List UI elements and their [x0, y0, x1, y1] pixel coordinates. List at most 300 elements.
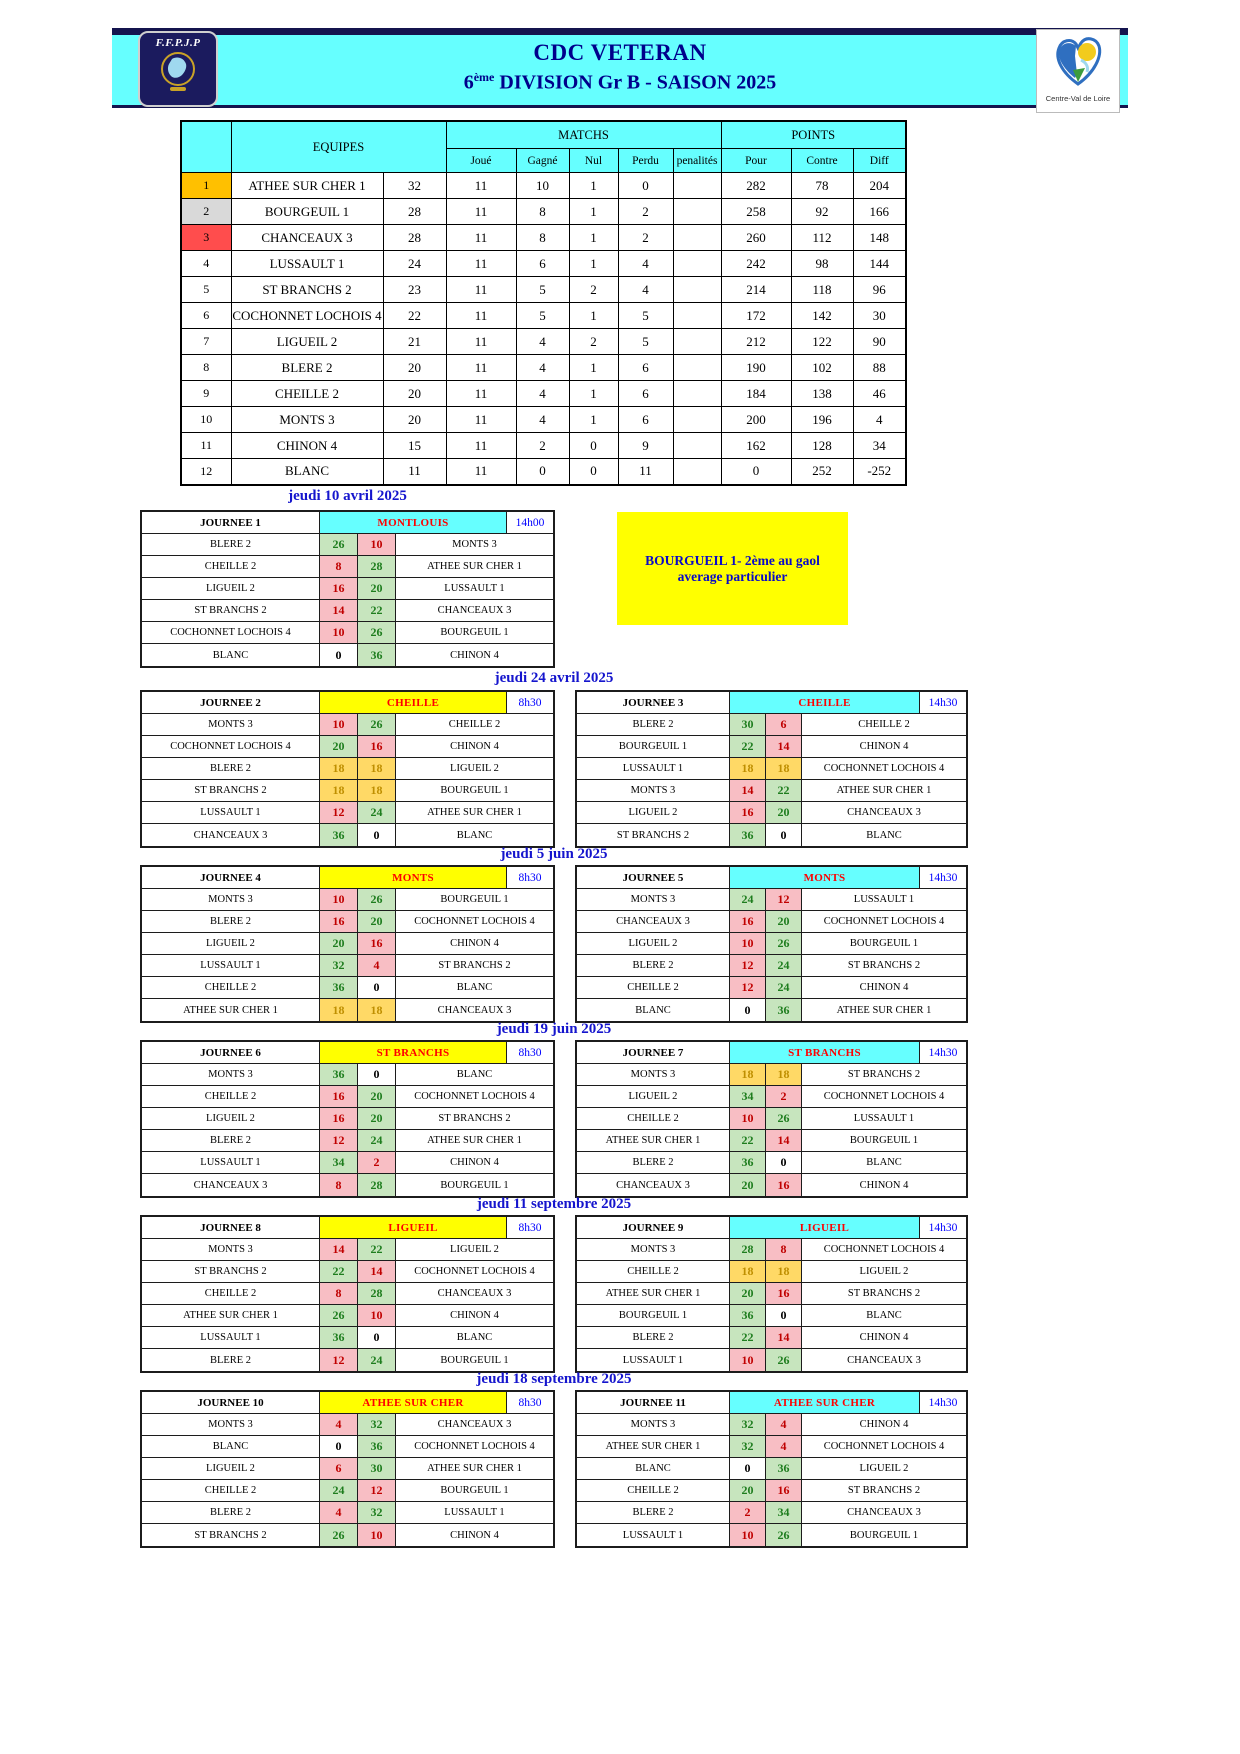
- rank-cell: 3: [181, 225, 231, 251]
- away-team-cell: BLANC: [396, 824, 553, 846]
- journee-table: [575, 690, 968, 848]
- match-row: [142, 622, 553, 644]
- time-cell: 14h30: [920, 1392, 966, 1414]
- nul-header: Nul: [569, 149, 618, 173]
- penalites-cell: [673, 199, 721, 225]
- home-team-cell: ST BRANCHS 2: [577, 824, 730, 846]
- diff-cell: -252: [853, 459, 906, 485]
- journee-header-row: [577, 1217, 966, 1239]
- home-team-cell: MONTS 3: [577, 1239, 730, 1261]
- points-cell: 28: [383, 199, 446, 225]
- note-text: BOURGUEIL 1- 2ème au gaol average particulier: [645, 552, 820, 584]
- equipes-header: EQUIPES: [231, 121, 446, 173]
- perdu-cell: 6: [618, 381, 673, 407]
- match-row: [142, 780, 553, 802]
- match-row: [142, 955, 553, 977]
- perdu-header: Perdu: [618, 149, 673, 173]
- match-row: [142, 644, 553, 666]
- nul-cell: 2: [569, 329, 618, 355]
- home-team-cell: MONTS 3: [142, 1239, 320, 1261]
- home-score-cell: 4: [320, 1502, 358, 1524]
- match-row: [142, 556, 553, 578]
- nul-cell: 1: [569, 251, 618, 277]
- away-score-cell: 20: [766, 911, 802, 933]
- match-row: [142, 1349, 553, 1371]
- away-score-cell: 26: [358, 622, 396, 644]
- rank-cell: 6: [181, 303, 231, 329]
- home-score-cell: 36: [320, 1327, 358, 1349]
- standings-row: [181, 199, 906, 225]
- away-team-cell: LUSSAULT 1: [802, 1108, 966, 1130]
- match-row: [577, 933, 966, 955]
- away-team-cell: COCHONNET LOCHOIS 4: [396, 1086, 553, 1108]
- away-score-cell: 14: [766, 736, 802, 758]
- home-score-cell: 16: [320, 911, 358, 933]
- nul-cell: 0: [569, 433, 618, 459]
- home-score-cell: 26: [320, 1524, 358, 1546]
- match-row: [577, 1064, 966, 1086]
- match-row: [577, 1283, 966, 1305]
- away-score-cell: 36: [358, 1436, 396, 1458]
- match-row: [577, 1327, 966, 1349]
- away-team-cell: CHANCEAUX 3: [802, 1502, 966, 1524]
- home-team-cell: CHANCEAUX 3: [142, 824, 320, 846]
- match-row: [142, 802, 553, 824]
- team-name-cell: ST BRANCHS 2: [231, 277, 383, 303]
- team-name-cell: ATHEE SUR CHER 1: [231, 173, 383, 199]
- away-team-cell: CHINON 4: [396, 1305, 553, 1327]
- journee-label: JOURNEE 4: [142, 867, 320, 889]
- subtitle-number: 6: [463, 71, 474, 94]
- home-team-cell: CHEILLE 2: [577, 1108, 730, 1130]
- perdu-cell: 0: [618, 173, 673, 199]
- penalites-cell: [673, 225, 721, 251]
- joue-cell: 11: [446, 173, 516, 199]
- away-team-cell: BOURGEUIL 1: [396, 622, 553, 644]
- home-team-cell: BLERE 2: [142, 1502, 320, 1524]
- away-team-cell: CHANCEAUX 3: [396, 999, 553, 1021]
- away-score-cell: 36: [766, 999, 802, 1021]
- away-team-cell: COCHONNET LOCHOIS 4: [802, 1086, 966, 1108]
- joue-cell: 11: [446, 459, 516, 485]
- home-team-cell: CHEILLE 2: [577, 1480, 730, 1502]
- away-team-cell: ATHEE SUR CHER 1: [802, 780, 966, 802]
- match-row: [142, 534, 553, 556]
- nul-cell: 1: [569, 303, 618, 329]
- journee-header-row: [142, 1217, 553, 1239]
- away-score-cell: 2: [358, 1152, 396, 1174]
- joue-cell: 11: [446, 329, 516, 355]
- pour-cell: 282: [721, 173, 791, 199]
- match-row: [577, 1480, 966, 1502]
- journee-table: [575, 865, 968, 1023]
- away-team-cell: ATHEE SUR CHER 1: [396, 1130, 553, 1152]
- away-team-cell: BOURGEUIL 1: [802, 1524, 966, 1546]
- home-score-cell: 20: [730, 1174, 766, 1196]
- home-score-cell: 20: [320, 736, 358, 758]
- away-team-cell: CHINON 4: [802, 1327, 966, 1349]
- standings-row: [181, 277, 906, 303]
- away-team-cell: BOURGEUIL 1: [396, 889, 553, 911]
- diff-cell: 148: [853, 225, 906, 251]
- away-team-cell: BLANC: [802, 824, 966, 846]
- home-team-cell: MONTS 3: [577, 780, 730, 802]
- points-cell: 24: [383, 251, 446, 277]
- match-row: [142, 1524, 553, 1546]
- points-cell: 23: [383, 277, 446, 303]
- match-row: [577, 824, 966, 846]
- away-team-cell: ATHEE SUR CHER 1: [396, 556, 553, 578]
- away-score-cell: 24: [358, 802, 396, 824]
- date-heading: jeudi 24 avril 2025: [494, 670, 614, 686]
- journee-label: JOURNEE 5: [577, 867, 730, 889]
- away-score-cell: 36: [358, 644, 396, 666]
- home-score-cell: 20: [730, 1283, 766, 1305]
- home-team-cell: BLERE 2: [142, 911, 320, 933]
- home-team-cell: LIGUEIL 2: [577, 933, 730, 955]
- away-score-cell: 14: [766, 1130, 802, 1152]
- home-team-cell: BLANC: [142, 644, 320, 666]
- gagne-cell: 8: [516, 225, 569, 251]
- home-score-cell: 10: [320, 622, 358, 644]
- joue-header: Joué: [446, 149, 516, 173]
- diff-cell: 46: [853, 381, 906, 407]
- away-score-cell: 32: [358, 1414, 396, 1436]
- gagne-cell: 8: [516, 199, 569, 225]
- away-team-cell: ATHEE SUR CHER 1: [396, 802, 553, 824]
- home-score-cell: 18: [320, 780, 358, 802]
- away-score-cell: 0: [358, 1327, 396, 1349]
- away-score-cell: 0: [358, 824, 396, 846]
- perdu-cell: 5: [618, 329, 673, 355]
- journee-header-row: [142, 1042, 553, 1064]
- perdu-cell: 2: [618, 225, 673, 251]
- date-heading: jeudi 11 septembre 2025: [476, 1196, 632, 1212]
- match-row: [577, 1174, 966, 1196]
- match-row: [577, 1086, 966, 1108]
- journee-table: [140, 1215, 555, 1373]
- venue-cell: ATHEE SUR CHER: [730, 1392, 920, 1414]
- match-row: [142, 578, 553, 600]
- match-row: [142, 600, 553, 622]
- gagne-cell: 4: [516, 381, 569, 407]
- journee-table: [140, 865, 555, 1023]
- home-score-cell: 8: [320, 1174, 358, 1196]
- rank-cell: 11: [181, 433, 231, 459]
- away-score-cell: 34: [766, 1502, 802, 1524]
- standings-row: [181, 459, 906, 485]
- match-row: [142, 824, 553, 846]
- home-team-cell: BLERE 2: [142, 758, 320, 780]
- home-team-cell: ATHEE SUR CHER 1: [577, 1436, 730, 1458]
- points-cell: 28: [383, 225, 446, 251]
- contre-cell: 118: [791, 277, 853, 303]
- joue-cell: 11: [446, 225, 516, 251]
- gagne-cell: 0: [516, 459, 569, 485]
- penalites-cell: [673, 329, 721, 355]
- home-team-cell: ST BRANCHS 2: [142, 780, 320, 802]
- away-score-cell: 12: [358, 1480, 396, 1502]
- match-row: [142, 1174, 553, 1196]
- match-row: [142, 758, 553, 780]
- home-score-cell: 36: [730, 1152, 766, 1174]
- diff-cell: 166: [853, 199, 906, 225]
- home-score-cell: 16: [320, 578, 358, 600]
- journee-header-row: [142, 692, 553, 714]
- team-name-cell: CHINON 4: [231, 433, 383, 459]
- away-team-cell: CHINON 4: [802, 977, 966, 999]
- note-box: [617, 512, 848, 625]
- match-row: [142, 1436, 553, 1458]
- match-row: [142, 736, 553, 758]
- joue-cell: 11: [446, 433, 516, 459]
- away-score-cell: 24: [358, 1130, 396, 1152]
- pour-cell: 162: [721, 433, 791, 459]
- home-team-cell: CHEILLE 2: [142, 1283, 320, 1305]
- away-score-cell: 18: [766, 758, 802, 780]
- away-team-cell: CHANCEAUX 3: [396, 1283, 553, 1305]
- team-name-cell: BOURGEUIL 1: [231, 199, 383, 225]
- pour-cell: 260: [721, 225, 791, 251]
- away-team-cell: BLANC: [802, 1152, 966, 1174]
- home-team-cell: LUSSAULT 1: [142, 1152, 320, 1174]
- home-score-cell: 22: [730, 1130, 766, 1152]
- away-score-cell: 26: [766, 1349, 802, 1371]
- pour-cell: 200: [721, 407, 791, 433]
- away-score-cell: 28: [358, 1174, 396, 1196]
- match-row: [577, 999, 966, 1021]
- home-team-cell: BLANC: [577, 999, 730, 1021]
- home-score-cell: 22: [730, 1327, 766, 1349]
- home-score-cell: 18: [320, 758, 358, 780]
- rank-cell: 5: [181, 277, 231, 303]
- standings-row: [181, 173, 906, 199]
- points-cell: 20: [383, 355, 446, 381]
- diff-header: Diff: [853, 149, 906, 173]
- away-score-cell: 18: [766, 1261, 802, 1283]
- home-team-cell: LIGUEIL 2: [142, 933, 320, 955]
- away-team-cell: BLANC: [396, 1064, 553, 1086]
- gagne-cell: 10: [516, 173, 569, 199]
- contre-cell: 138: [791, 381, 853, 407]
- away-team-cell: ST BRANCHS 2: [396, 1108, 553, 1130]
- diff-cell: 30: [853, 303, 906, 329]
- match-row: [577, 1458, 966, 1480]
- match-row: [142, 911, 553, 933]
- home-score-cell: 10: [730, 933, 766, 955]
- venue-cell: MONTS: [730, 867, 920, 889]
- journee-header-row: [142, 867, 553, 889]
- home-team-cell: CHEILLE 2: [142, 1480, 320, 1502]
- home-score-cell: 24: [730, 889, 766, 911]
- away-team-cell: ST BRANCHS 2: [802, 1064, 966, 1086]
- away-team-cell: CHEILLE 2: [802, 714, 966, 736]
- team-name-cell: BLANC: [231, 459, 383, 485]
- time-cell: 14h00: [507, 512, 553, 534]
- away-score-cell: 26: [766, 1108, 802, 1130]
- match-row: [142, 889, 553, 911]
- away-score-cell: 14: [358, 1261, 396, 1283]
- match-row: [577, 1349, 966, 1371]
- match-row: [142, 1502, 553, 1524]
- away-score-cell: 24: [766, 955, 802, 977]
- home-team-cell: MONTS 3: [142, 1064, 320, 1086]
- away-team-cell: ST BRANCHS 2: [802, 955, 966, 977]
- gagne-cell: 4: [516, 407, 569, 433]
- away-team-cell: COCHONNET LOCHOIS 4: [802, 1239, 966, 1261]
- home-score-cell: 32: [730, 1414, 766, 1436]
- away-score-cell: 28: [358, 1283, 396, 1305]
- home-team-cell: ATHEE SUR CHER 1: [577, 1130, 730, 1152]
- points-cell: 32: [383, 173, 446, 199]
- match-row: [142, 1261, 553, 1283]
- standings-row: [181, 251, 906, 277]
- joue-cell: 11: [446, 277, 516, 303]
- match-row: [577, 736, 966, 758]
- away-team-cell: COCHONNET LOCHOIS 4: [802, 758, 966, 780]
- away-team-cell: LIGUEIL 2: [802, 1458, 966, 1480]
- date-heading: jeudi 10 avril 2025: [288, 488, 407, 504]
- home-score-cell: 18: [320, 999, 358, 1021]
- nul-cell: 1: [569, 355, 618, 381]
- joue-cell: 11: [446, 251, 516, 277]
- journee-header-row: [577, 692, 966, 714]
- home-score-cell: 34: [320, 1152, 358, 1174]
- match-row: [577, 1261, 966, 1283]
- home-team-cell: ST BRANCHS 2: [142, 600, 320, 622]
- gagne-cell: 4: [516, 355, 569, 381]
- away-score-cell: 20: [358, 1108, 396, 1130]
- away-score-cell: 16: [358, 736, 396, 758]
- gagne-header: Gagné: [516, 149, 569, 173]
- home-score-cell: 18: [730, 1261, 766, 1283]
- pour-cell: 214: [721, 277, 791, 303]
- home-score-cell: 10: [320, 714, 358, 736]
- page-title: CDC VETERAN: [533, 40, 707, 65]
- away-score-cell: 4: [766, 1436, 802, 1458]
- match-row: [142, 1152, 553, 1174]
- home-score-cell: 0: [730, 1458, 766, 1480]
- match-row: [142, 1305, 553, 1327]
- away-team-cell: LUSSAULT 1: [396, 1502, 553, 1524]
- match-row: [577, 889, 966, 911]
- away-team-cell: CHINON 4: [396, 1524, 553, 1546]
- home-team-cell: ST BRANCHS 2: [142, 1261, 320, 1283]
- match-row: [577, 1436, 966, 1458]
- penalites-cell: [673, 303, 721, 329]
- away-team-cell: LUSSAULT 1: [396, 578, 553, 600]
- penalites-cell: [673, 173, 721, 199]
- home-team-cell: CHEILLE 2: [142, 977, 320, 999]
- team-name-cell: CHANCEAUX 3: [231, 225, 383, 251]
- away-team-cell: BLANC: [802, 1305, 966, 1327]
- venue-cell: CHEILLE: [730, 692, 920, 714]
- nul-cell: 0: [569, 459, 618, 485]
- away-score-cell: 0: [766, 1305, 802, 1327]
- away-team-cell: BOURGEUIL 1: [396, 1174, 553, 1196]
- journee-header-row: [142, 512, 553, 534]
- pour-cell: 258: [721, 199, 791, 225]
- away-score-cell: 0: [766, 824, 802, 846]
- away-score-cell: 24: [766, 977, 802, 999]
- home-team-cell: LUSSAULT 1: [142, 802, 320, 824]
- away-score-cell: 16: [766, 1283, 802, 1305]
- venue-cell: ST BRANCHS: [730, 1042, 920, 1064]
- contre-cell: 98: [791, 251, 853, 277]
- home-score-cell: 12: [320, 802, 358, 824]
- journee-table: [140, 690, 555, 848]
- home-team-cell: COCHONNET LOCHOIS 4: [142, 736, 320, 758]
- diff-cell: 88: [853, 355, 906, 381]
- pour-cell: 184: [721, 381, 791, 407]
- standings-table: [180, 120, 907, 486]
- home-team-cell: MONTS 3: [142, 889, 320, 911]
- away-score-cell: 16: [766, 1174, 802, 1196]
- home-team-cell: CHEILLE 2: [577, 977, 730, 999]
- away-team-cell: BLANC: [396, 1327, 553, 1349]
- ffpjp-emblem-icon: [150, 49, 206, 95]
- journee-table: [140, 1040, 555, 1198]
- away-score-cell: 4: [358, 955, 396, 977]
- joue-cell: 11: [446, 303, 516, 329]
- journee-header-row: [577, 867, 966, 889]
- home-team-cell: LUSSAULT 1: [577, 758, 730, 780]
- region-logo-caption: Centre-Val de Loire: [1045, 94, 1111, 103]
- home-team-cell: CHEILLE 2: [142, 556, 320, 578]
- team-name-cell: CHEILLE 2: [231, 381, 383, 407]
- away-team-cell: MONTS 3: [396, 534, 553, 556]
- standings-row: [181, 407, 906, 433]
- time-cell: 8h30: [507, 692, 553, 714]
- points-cell: 15: [383, 433, 446, 459]
- time-cell: 14h30: [920, 692, 966, 714]
- match-row: [142, 1458, 553, 1480]
- journee-label: JOURNEE 8: [142, 1217, 320, 1239]
- away-team-cell: CHANCEAUX 3: [802, 1349, 966, 1371]
- penalites-cell: [673, 355, 721, 381]
- match-row: [142, 1327, 553, 1349]
- match-row: [577, 911, 966, 933]
- match-row: [577, 1130, 966, 1152]
- home-score-cell: 24: [320, 1480, 358, 1502]
- home-team-cell: CHEILLE 2: [577, 1261, 730, 1283]
- match-row: [142, 977, 553, 999]
- journee-label: JOURNEE 11: [577, 1392, 730, 1414]
- home-score-cell: 22: [730, 736, 766, 758]
- match-row: [577, 1108, 966, 1130]
- region-logo: [1036, 29, 1120, 113]
- match-row: [142, 1239, 553, 1261]
- away-team-cell: BOURGEUIL 1: [396, 1349, 553, 1371]
- journee-header-row: [577, 1392, 966, 1414]
- contre-cell: 252: [791, 459, 853, 485]
- venue-cell: LIGUEIL: [730, 1217, 920, 1239]
- home-team-cell: BLERE 2: [577, 1152, 730, 1174]
- home-score-cell: 32: [730, 1436, 766, 1458]
- away-score-cell: 30: [358, 1458, 396, 1480]
- home-team-cell: ST BRANCHS 2: [142, 1524, 320, 1546]
- home-team-cell: BLERE 2: [577, 714, 730, 736]
- matchs-group-header: MATCHS: [446, 121, 721, 149]
- penalites-cell: [673, 251, 721, 277]
- journee-label: JOURNEE 6: [142, 1042, 320, 1064]
- match-row: [142, 1480, 553, 1502]
- home-team-cell: BLANC: [142, 1436, 320, 1458]
- away-score-cell: 22: [358, 600, 396, 622]
- match-row: [577, 1305, 966, 1327]
- team-name-cell: COCHONNET LOCHOIS 4: [231, 303, 383, 329]
- nul-cell: 1: [569, 381, 618, 407]
